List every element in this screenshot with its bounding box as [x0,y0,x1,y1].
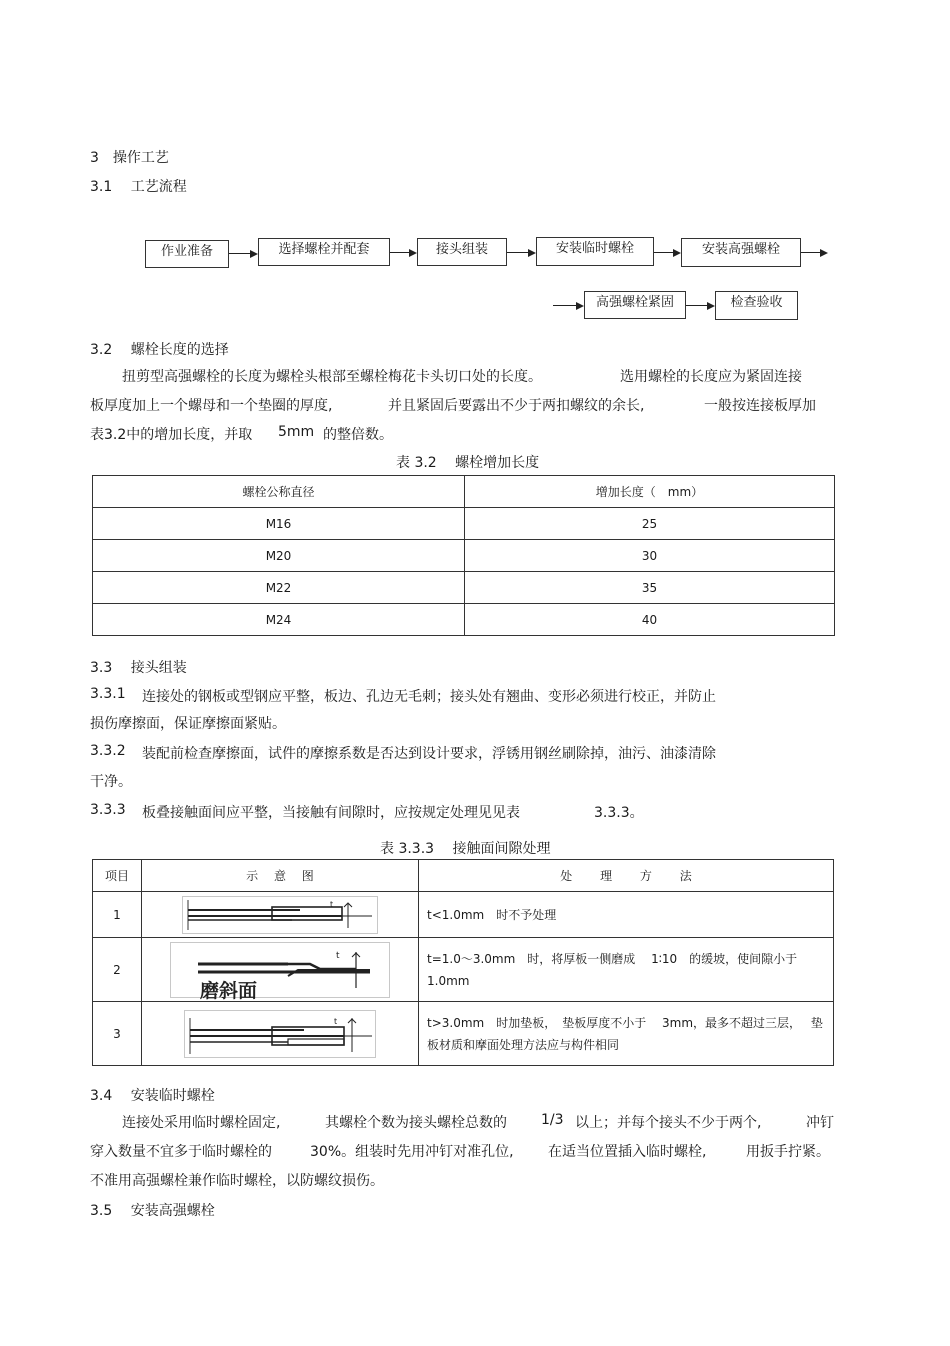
flow-step-tighten: 高强螺栓紧固 [584,291,686,319]
bolt-length-table [92,475,835,636]
gap-diagram-2 [170,942,390,1002]
table-cell: M16 [93,508,465,540]
section-3-1-heading: 3.1 工艺流程 [90,179,187,195]
method-text: t<1.0mm 时不予处理 [419,892,834,938]
header-cell: 螺栓公称直径 [93,476,465,508]
paragraph-text: 在适当位置插入临时螺栓, [548,1144,707,1160]
method-text: t=1.0～3.0mm 时，将厚板一侧磨成 1∶10 的缓坡，使间隙小于 [427,951,798,966]
diagram-cell [142,938,419,1002]
paragraph-text: 冲钉 [806,1115,834,1131]
flow-step-install-hs-bolts: 安装高强螺栓 [681,238,801,267]
table-cell: M22 [93,572,465,604]
flow-step-temp-bolts: 安装临时螺栓 [536,237,654,266]
item-number: 3.3.3 [90,802,126,818]
paragraph-text: 用扳手拧紧。 [746,1144,830,1160]
table-cell: 3 [93,1002,142,1066]
flow-step-select-bolts: 选择螺栓并配套 [258,238,390,266]
gap-diagram-3 [184,1010,376,1058]
table-cell: 35 [465,572,835,604]
paragraph-text: 装配前检查摩擦面，试件的摩擦系数是否达到设计要求，浮锈用钢丝刷除掉，油污、油漆清除 [142,746,716,762]
flow-step-prepare: 作业准备 [145,240,229,268]
diagram-cell [142,1002,419,1066]
flow-step-inspect: 检查验收 [715,291,798,320]
paragraph-text: 连接处的钢板或型钢应平整，板边、孔边无毛刺；接头处有翘曲、变形必须进行校正，并防止 [142,689,716,705]
table-row [93,1002,834,1066]
header-cell: 增加长度（ mm） [465,476,835,508]
diagram-cell [142,892,419,938]
paragraph-text: 连接处采用临时螺栓固定, [122,1115,281,1131]
table-cell: M20 [93,540,465,572]
paragraph-text: 一般按连接板厚加 [704,398,816,414]
paragraph-text: 损伤摩擦面，保证摩擦面紧贴。 [90,716,286,732]
section-3-heading: 3 操作工艺 [90,150,169,166]
paragraph-text: 表3.2中的增加长度，并取 [90,427,253,443]
method-cell [419,938,834,1002]
method-cell [419,1002,834,1066]
table-3-2-caption: 表 3.2 螺栓增加长度 [396,455,540,471]
svg-text:t: t [334,1016,338,1026]
table-cell: M24 [93,604,465,636]
table-header-row [93,476,835,508]
table-cell: 1 [93,892,142,938]
table-3-3-3-caption: 表 3.3.3 接触面间隙处理 [380,841,551,857]
table-reference: 3.3.3。 [594,805,644,821]
table-row [93,892,834,938]
section-3-4-heading: 3.4 安装临时螺栓 [90,1088,215,1104]
table-row [93,540,835,572]
grinding-slope-label: 磨斜面 [200,979,258,1002]
header-cell: 示 意 图 [142,860,419,892]
header-cell: 项目 [93,860,142,892]
paragraph-text: 5mm [278,424,315,440]
header-cell: 处 理 方 法 [419,860,834,892]
method-text: t>3.0mm 时加垫板， 垫板厚度不小于 3mm，最多不超过三层， 垫 [427,1015,823,1030]
paragraph-text: 并且紧固后要露出不少于两扣螺纹的余长, [388,398,645,414]
gap-treatment-table [92,859,834,1066]
paragraph-text: 板叠接触面间应平整，当接触有间隙时，应按规定处理见见表 [142,805,520,821]
paragraph-text: 不准用高强螺栓兼作临时螺栓，以防螺纹损伤。 [90,1173,384,1189]
section-3-2-heading: 3.2 螺栓长度的选择 [90,342,229,358]
table-cell: 2 [93,938,142,1002]
paragraph-text: 1/3 [541,1112,564,1128]
table-cell: 25 [465,508,835,540]
paragraph-text: 其螺栓个数为接头螺栓总数的 [325,1115,507,1131]
paragraph-text: 扭剪型高强螺栓的长度为螺栓头根部至螺栓梅花卡头切口处的长度。 [122,369,542,385]
paragraph-text: 穿入数量不宜多于临时螺栓的 [90,1144,272,1160]
paragraph-text: 30%。组装时先用冲钉对准孔位, [310,1144,514,1160]
gap-diagram-1 [182,896,378,934]
table-row [93,938,834,1002]
paragraph-text: 干净。 [90,774,132,790]
table-header-row [93,860,834,892]
table-row [93,604,835,636]
method-text: 板材质和摩面处理方法应与构件相同 [427,1037,620,1052]
paragraph-text: 板厚度加上一个螺母和一个垫圈的厚度, [90,398,333,414]
table-row [93,508,835,540]
table-cell: 30 [465,540,835,572]
paragraph-text: 以上；并每个接头不少于两个, [575,1115,762,1131]
table-row [93,572,835,604]
table-cell: 40 [465,604,835,636]
svg-text:t: t [330,899,334,909]
item-number: 3.3.2 [90,743,126,759]
method-text: 1.0mm [427,973,470,988]
flow-step-joint-assembly: 接头组装 [417,238,507,266]
section-3-3-heading: 3.3 接头组装 [90,660,187,676]
paragraph-text: 的整倍数。 [323,427,393,443]
item-number: 3.3.1 [90,686,126,702]
section-3-5-heading: 3.5 安装高强螺栓 [90,1203,215,1219]
paragraph-text: 选用螺栓的长度应为紧固连接 [620,369,802,385]
svg-text:t: t [336,950,340,961]
